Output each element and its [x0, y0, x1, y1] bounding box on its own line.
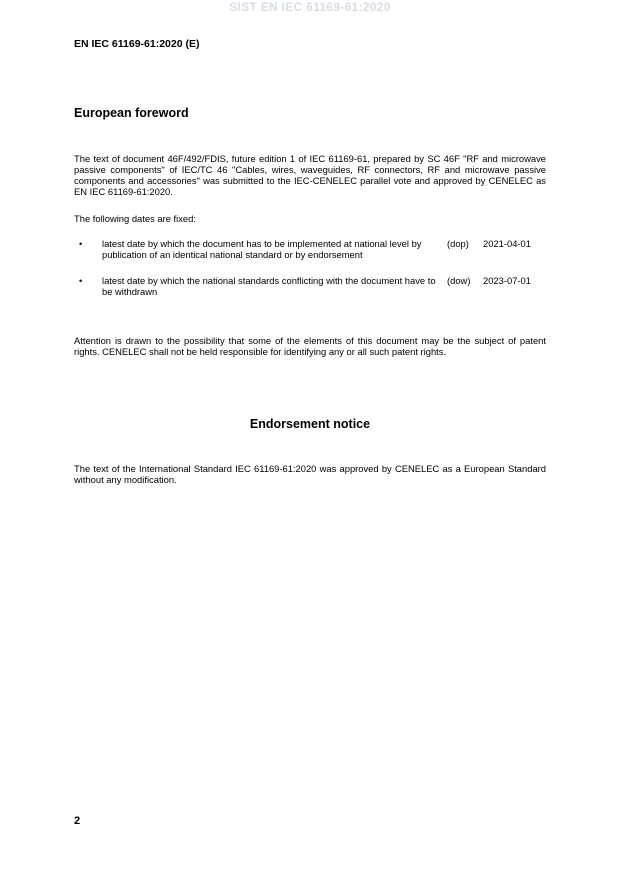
endorsement-heading: Endorsement notice	[249, 417, 371, 431]
bullet-icon: •	[79, 238, 83, 249]
watermark: SIST EN IEC 61169-61:2020	[229, 0, 391, 14]
dates-intro: The following dates are fixed:	[74, 213, 196, 224]
date-item-code: (dop)	[447, 238, 469, 249]
date-item-text: latest date by which the national standards conflicting with the document have to be withdrawn	[102, 275, 436, 297]
date-item-date: 2023-07-01	[483, 275, 531, 286]
date-item-text: latest date by which the document has to be implemented at national level by publication of an identical national standard or by endorsement	[102, 238, 422, 260]
endorsement-paragraph: The text of the International Standard IEC 61169-61:2020 was approved by CENELEC as a European Standard without any modification.	[74, 463, 546, 485]
foreword-paragraph-1: The text of document 46F/492/FDIS, future edition 1 of IEC 61169-61, prepared by SC 46F "RF and microwave passive components" of IEC/TC 46 "Cables, wires, waveguides, RF connectors, RF and microwave passive components and accessories" was submitted to the IEC-CENELEC parallel vote and approved by CENELEC as EN IEC 61169-61:2020.	[74, 153, 546, 197]
date-item-date: 2021-04-01	[483, 238, 531, 249]
date-item-code: (dow)	[447, 275, 471, 286]
bullet-icon: •	[79, 275, 83, 286]
patent-notice: Attention is drawn to the possibility that some of the elements of this document may be the subject of patent rights. CENELEC shall not be held responsible for identifying any or all such patent rights.	[74, 335, 546, 357]
page-number: 2	[74, 815, 81, 827]
document-id: EN IEC 61169-61:2020 (E)	[74, 38, 200, 50]
foreword-heading: European foreword	[74, 106, 189, 120]
